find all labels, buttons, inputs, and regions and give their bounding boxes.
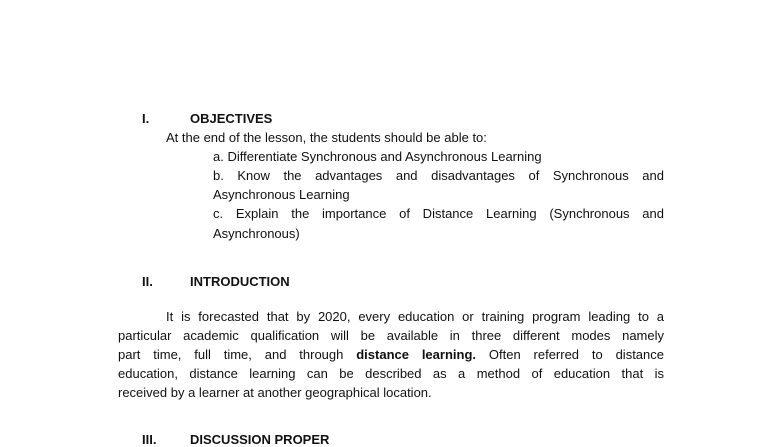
objective-item-c-line1: c. Explain the importance of Distance Learning (Synchronous and — [213, 206, 664, 221]
intro-line-5: received by a learner at another geographical location. — [118, 385, 432, 400]
intro-line-3-post: Often referred to distance — [488, 347, 664, 362]
intro-line-1: It is forecasted that by 2020, every education or training program leading to a — [166, 309, 664, 324]
intro-line-4: education, distance learning can be described as a method of education that is — [118, 366, 664, 381]
section-numeral: I. — [142, 111, 150, 126]
intro-bold-term: distance learning. — [356, 347, 477, 362]
section-title: DISCUSSION PROPER — [190, 432, 330, 447]
objective-item-b-line2: Asynchronous Learning — [213, 187, 350, 202]
section-heading-introduction — [142, 274, 290, 289]
section-heading-objectives — [142, 111, 272, 126]
objective-item-b-line1: b. Know the advantages and disadvantages of Synchronous and — [213, 168, 664, 183]
objective-item-c-line2: Asynchronous) — [213, 226, 300, 241]
section-numeral: II. — [142, 274, 153, 289]
section-title: INTRODUCTION — [190, 274, 290, 289]
objective-item-a: a. Differentiate Synchronous and Asynchronous Learning — [213, 149, 542, 164]
intro-line-2: particular academic qualification will be available in three different modes namely — [118, 328, 664, 343]
section-numeral: III. — [142, 432, 157, 447]
objectives-lead: At the end of the lesson, the students should be able to: — [166, 130, 487, 145]
section-heading-discussion — [142, 432, 329, 447]
section-title: OBJECTIVES — [190, 111, 273, 126]
intro-line-3 — [118, 345, 664, 364]
intro-line-3-pre: part time, full time, and through — [118, 347, 344, 362]
